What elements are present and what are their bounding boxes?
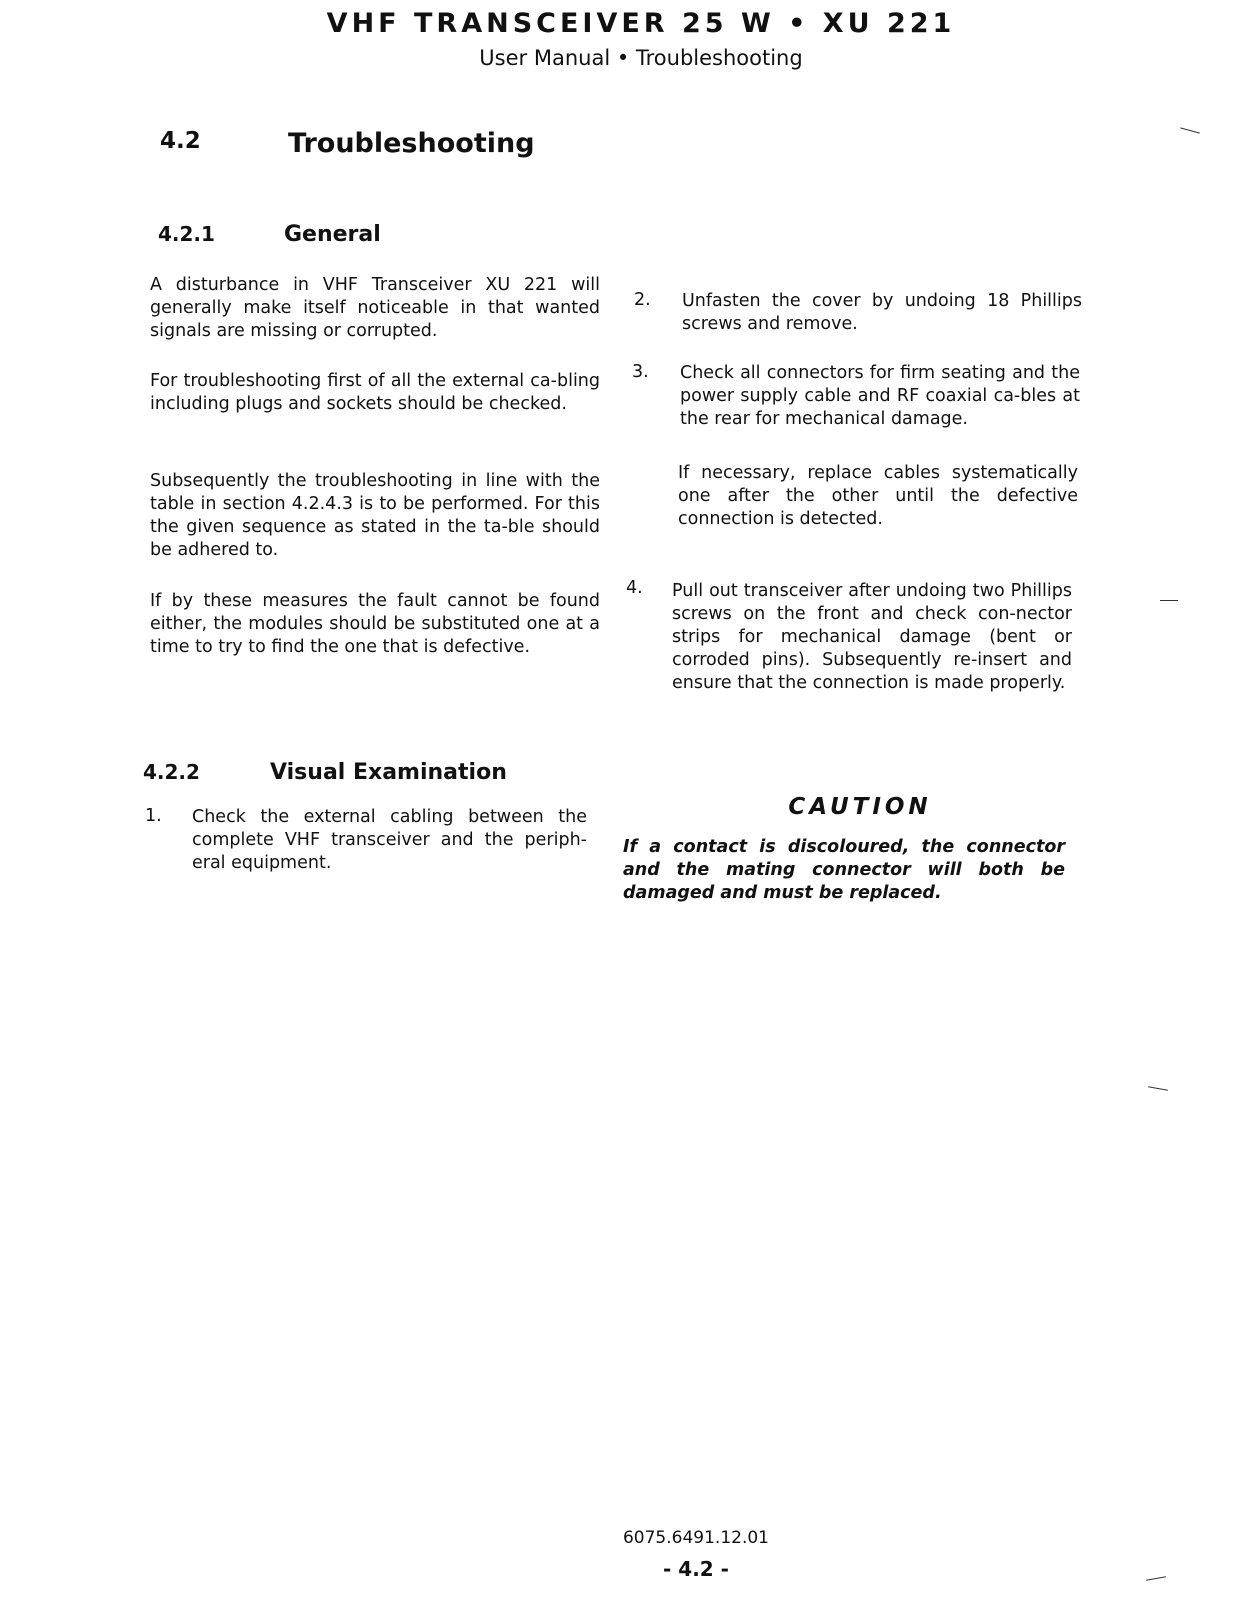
general-paragraph-2: For troubleshooting first of all the external ca-bling including plugs and sockets should be checked.	[150, 371, 600, 414]
item-3-text: Check all connectors for firm seating and the power supply cable and RF coaxial ca-bles at the rear for mechanical damage.	[680, 363, 1080, 429]
general-paragraph-1: A disturbance in VHF Transceiver XU 221 will generally make itself noticeable in that wanted signals are missing or corrupted.	[150, 275, 600, 341]
visual-number: 4.2.2	[143, 760, 200, 784]
item-1-number: 1.	[145, 806, 162, 826]
item-3-note: If necessary, replace cables systematically one after the other until the defective connection is detected.	[678, 463, 1078, 529]
item-3-number: 3.	[632, 362, 649, 382]
scan-mark	[1180, 127, 1200, 133]
caution-text: If a contact is discoloured, the connector and the mating connector will both be damaged and must be replaced.	[623, 837, 1065, 903]
item-2-text: Unfasten the cover by undoing 18 Phillips screws and remove.	[682, 291, 1082, 334]
general-title: General	[284, 222, 381, 247]
section-number: 4.2	[160, 128, 201, 154]
general-paragraph-3: Subsequently the troubleshooting in line with the table in section 4.2.4.3 is to be performed. For this the given sequence as stated in the ta-ble should be adhered to.	[150, 471, 600, 560]
visual-title: Visual Examination	[270, 760, 507, 785]
section-title: Troubleshooting	[288, 128, 535, 159]
header-subtitle: User Manual • Troubleshooting	[479, 46, 803, 70]
item-1-text: Check the external cabling between the complete VHF transceiver and the periph-eral equipment.	[192, 807, 587, 873]
scan-mark	[1160, 600, 1178, 601]
general-number: 4.2.1	[158, 222, 215, 246]
item-4-text: Pull out transceiver after undoing two Phillips screws on the front and check con-nector strips for mechanical damage (bent or corroded pins). Subsequently re-insert and ensure that the connection is made properly.	[672, 581, 1072, 693]
scan-mark	[1148, 1086, 1168, 1090]
document-number: 6075.6491.12.01	[622, 1528, 769, 1548]
item-2-number: 2.	[634, 290, 651, 310]
header-title: VHF TRANSCEIVER 25 W • XU 221	[326, 8, 956, 39]
caution-title: CAUTION	[788, 794, 932, 820]
item-4-number: 4.	[626, 578, 643, 598]
page-number: - 4.2 -	[663, 1557, 729, 1581]
general-paragraph-4: If by these measures the fault cannot be found either, the modules should be substituted one at a time to try to find the one that is defective.	[150, 591, 600, 657]
